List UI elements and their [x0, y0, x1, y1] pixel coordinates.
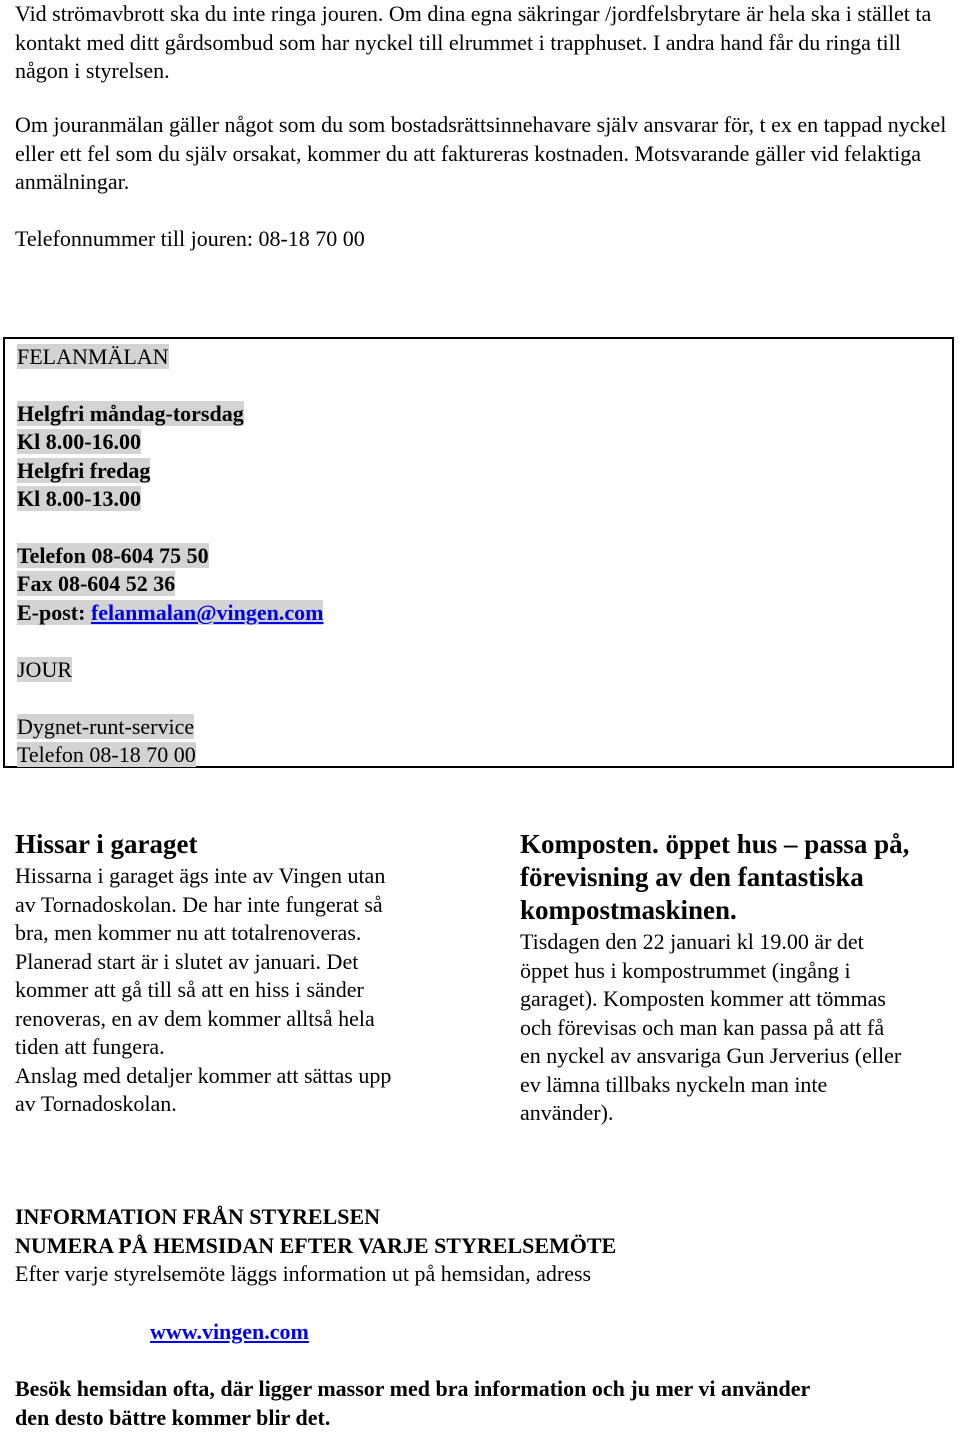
contact-box	[3, 337, 954, 768]
text-line: Tisdagen den 22 januari kl 19.00 är det	[520, 928, 958, 957]
title-line: kompostmaskinen.	[520, 894, 958, 927]
article-compost	[520, 828, 958, 1128]
text-line: av Tornadoskolan. De har inte fungerat så	[15, 891, 485, 920]
text-line: garaget). Komposten kommer att tömmas	[520, 985, 958, 1014]
text-line: öppet hus i kompostrummet (ingång i	[520, 957, 958, 986]
text-line: använder).	[520, 1099, 958, 1128]
text-line: en nyckel av ansvariga Gun Jerverius (eller	[520, 1042, 958, 1071]
text-line: Hissarna i garaget ägs inte av Vingen utan	[15, 862, 485, 891]
text-line: kommer att gå till så att en hiss i sänder	[15, 976, 485, 1005]
info-section	[15, 1203, 955, 1289]
article-elevators-body	[15, 862, 485, 1119]
article-elevators-title: Hissar i garaget	[15, 828, 485, 861]
hours-friday-label: Helgfri fredag	[17, 458, 150, 483]
text-line: ev lämna tillbaks nyckeln man inte	[520, 1071, 958, 1100]
jour-heading: JOUR	[17, 657, 72, 682]
article-compost-body	[520, 928, 958, 1128]
intro-paragraph-billing: Om jouranmälan gäller något som du som bostadsrättsinnehavare själv ansvarar för, t ex en tappad nyckel eller ett fel som du själv orsakat, kommer du att faktureras kostnaden. Motsvarande gäller vid felaktiga anmälningar.	[15, 111, 950, 197]
info-heading: INFORMATION FRÅN STYRELSEN	[15, 1203, 955, 1232]
article-elevators	[15, 828, 485, 1119]
text-line: och förevisas och man kan passa på att få	[520, 1014, 958, 1043]
info-text: Efter varje styrelsemöte läggs information ut på hemsidan, adress	[15, 1260, 955, 1289]
jour-service: Dygnet-runt-service	[17, 714, 194, 739]
jour-box-phone: Telefon 08-18 70 00	[17, 742, 196, 767]
closing-text	[15, 1375, 955, 1432]
email-label: E-post:	[17, 600, 91, 625]
title-line: Komposten. öppet hus – passa på,	[520, 828, 958, 861]
felanmalan-phone: Telefon 08-604 75 50	[17, 543, 209, 568]
closing-line: den desto bättre kommer blir det.	[15, 1404, 955, 1432]
text-line: Anslag med detaljer kommer att sättas upp	[15, 1062, 485, 1091]
text-line: Planerad start är i slutet av januari. Det	[15, 948, 485, 977]
text-line: renoveras, en av dem kommer alltså hela	[15, 1005, 485, 1034]
text-line: tiden att fungera.	[15, 1033, 485, 1062]
text-line: av Tornadoskolan.	[15, 1090, 485, 1119]
jour-phone-text: Telefonnummer till jouren: 08-18 70 00	[15, 225, 950, 254]
email-link[interactable]: felanmalan@vingen.com	[91, 600, 324, 625]
hours-weekday-label: Helgfri måndag-torsdag	[17, 401, 244, 426]
closing-line: Besök hemsidan ofta, där ligger massor med bra information och ju mer vi använder	[15, 1375, 955, 1404]
homepage-link[interactable]: www.vingen.com	[150, 1318, 309, 1347]
intro-paragraph-power: Vid strömavbrott ska du inte ringa jouren. Om dina egna säkringar /jordfelsbrytare är hela ska i stället ta kontakt med ditt gårdsombud som har nyckel till elrummet i trapphuset. I andra hand får du ringa till någon i styrelsen.	[15, 0, 950, 86]
hours-friday-time: Kl 8.00-13.00	[17, 486, 141, 511]
info-subheading: NUMERA PÅ HEMSIDAN EFTER VARJE STYRELSEMÖTE	[15, 1232, 955, 1261]
text-line: bra, men kommer nu att totalrenoveras.	[15, 919, 485, 948]
title-line: förevisning av den fantastiska	[520, 861, 958, 894]
felanmalan-heading: FELANMÄLAN	[17, 344, 169, 369]
hours-weekday-time: Kl 8.00-16.00	[17, 429, 141, 454]
felanmalan-fax: Fax 08-604 52 36	[17, 571, 175, 596]
article-compost-title	[520, 828, 958, 927]
